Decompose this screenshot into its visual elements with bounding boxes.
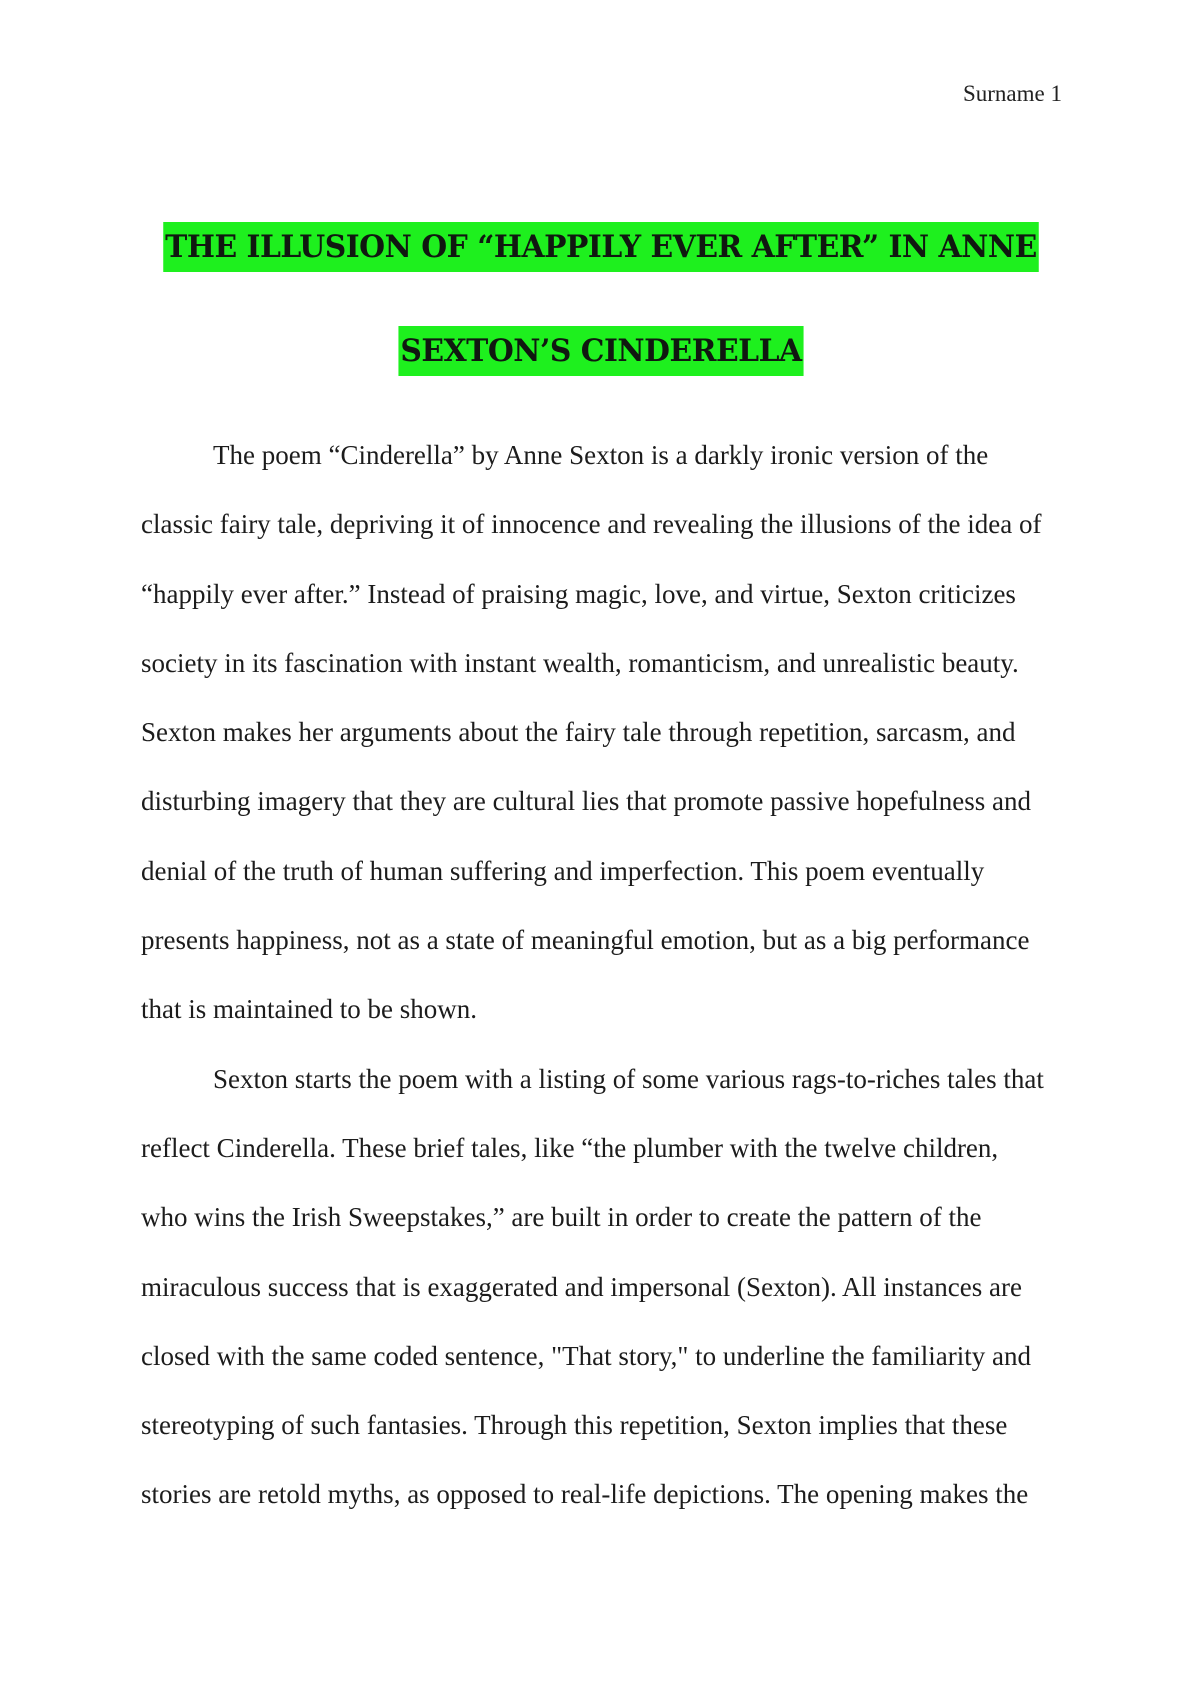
- paragraph-line: closed with the same coded sentence, "That story," to underline the familiarity and: [141, 1340, 1032, 1371]
- title-line-2: [141, 326, 1061, 430]
- paragraph-line: presents happiness, not as a state of meaningful emotion, but as a big performance: [141, 925, 1030, 956]
- running-head: Surname 1: [962, 81, 1062, 106]
- essay-title: [141, 222, 1061, 430]
- paragraph-line: disturbing imagery that they are cultural lies that promote passive hopefulness and: [141, 786, 1032, 817]
- paragraph-line: classic fairy tale, depriving it of innocence and revealing the illusions of the idea of: [141, 509, 1042, 540]
- paragraph-line: that is maintained to be shown.: [141, 994, 477, 1025]
- paragraph-line: miraculous success that is exaggerated and impersonal (Sexton). All instances are: [141, 1271, 1022, 1302]
- paragraph-line: “happily ever after.” Instead of praising magic, love, and virtue, Sexton criticizes: [141, 578, 1016, 609]
- paragraph-line: reflect Cinderella. These brief tales, like “the plumber with the twelve children,: [141, 1132, 999, 1163]
- essay-body: [141, 421, 1061, 1530]
- paragraph-2: [141, 1045, 1061, 1530]
- paragraph-line: Sexton starts the poem with a listing of some various rags-to-riches tales that: [213, 1063, 1044, 1094]
- title-line-1: [141, 222, 1061, 326]
- paragraph-line: stereotyping of such fantasies. Through this repetition, Sexton implies that these: [141, 1410, 1008, 1441]
- title-line-2-text: SEXTON’S CINDERELLA: [398, 326, 803, 376]
- paragraph-line: who wins the Irish Sweepstakes,” are built in order to create the pattern of the: [141, 1202, 982, 1233]
- paragraph-1: [141, 421, 1061, 1045]
- paragraph-line: society in its fascination with instant wealth, romanticism, and unrealistic beauty.: [141, 647, 1019, 678]
- paragraph-line: Sexton makes her arguments about the fairy tale through repetition, sarcasm, and: [141, 717, 1016, 748]
- paragraph-line: denial of the truth of human suffering and imperfection. This poem eventually: [141, 855, 985, 886]
- title-line-1-text: THE ILLUSION OF “HAPPILY EVER AFTER” IN ANNE: [163, 222, 1038, 272]
- paragraph-line: The poem “Cinderella” by Anne Sexton is a darkly ironic version of the: [213, 440, 989, 470]
- paragraph-line: stories are retold myths, as opposed to real-life depictions. The opening makes the: [141, 1479, 1029, 1510]
